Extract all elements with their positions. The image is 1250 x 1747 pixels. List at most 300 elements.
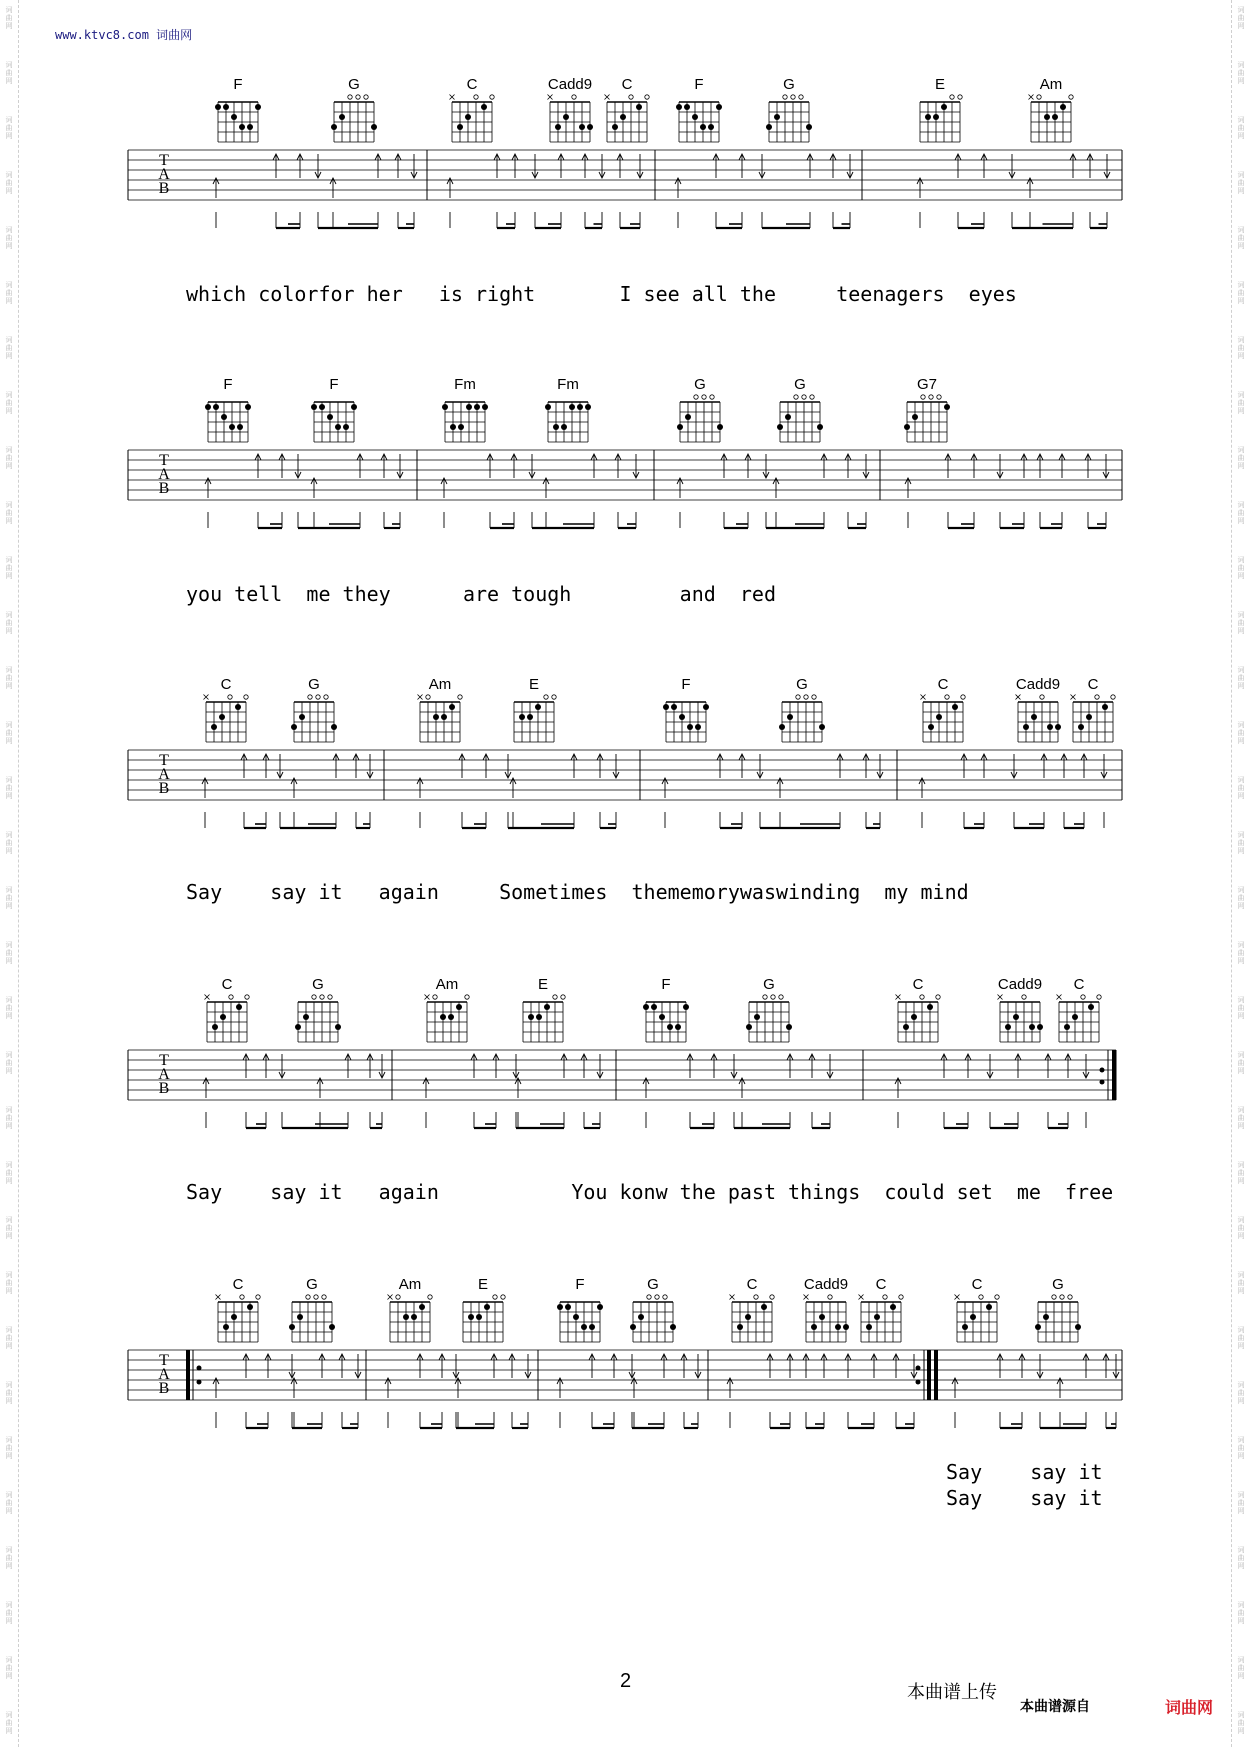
strum-up-arrow xyxy=(1041,754,1047,778)
chord-name: F xyxy=(694,76,704,93)
watermark-mark: 词 曲 网 xyxy=(5,391,13,415)
watermark-mark: 词 曲 网 xyxy=(1237,1051,1245,1075)
strum-up-arrow xyxy=(677,478,683,498)
strum-down-arrow xyxy=(289,1354,295,1378)
strum-up-arrow xyxy=(291,778,297,798)
strum-up-arrow xyxy=(997,1354,1003,1378)
strum-down-arrow xyxy=(911,1354,917,1378)
strum-up-arrow xyxy=(1061,754,1067,778)
strum-down-arrow xyxy=(599,154,605,178)
strum-down-arrow xyxy=(695,1354,701,1378)
strum-up-arrow xyxy=(1045,1054,1051,1078)
chord-diagram xyxy=(514,695,556,742)
chord-diagram xyxy=(311,402,357,442)
strum-up-arrow xyxy=(582,154,588,178)
strum-up-arrow xyxy=(202,778,208,798)
strum-up-arrow xyxy=(357,454,363,478)
tab-clef: B xyxy=(158,1080,170,1097)
chord-name: F xyxy=(681,676,691,693)
chord-diagram xyxy=(904,395,950,442)
strum-up-arrow xyxy=(417,1354,423,1378)
watermark-mark: 词 曲 网 xyxy=(1237,501,1245,525)
watermark-mark: 词 曲 网 xyxy=(1237,1216,1245,1240)
strum-down-arrow xyxy=(513,1054,519,1078)
watermark-mark: 词 曲 网 xyxy=(1237,831,1245,855)
strum-up-arrow xyxy=(353,754,359,778)
tab-staff-svg xyxy=(0,670,1250,970)
tab-staff xyxy=(128,450,1122,500)
strum-up-arrow xyxy=(597,754,603,778)
chord-diagram xyxy=(523,995,565,1042)
strum-up-arrow xyxy=(1021,454,1027,478)
watermark-mark: 词 曲 网 xyxy=(1237,1106,1245,1130)
chord-name: C xyxy=(466,76,478,93)
strum-up-arrow xyxy=(511,454,517,478)
chord-diagram xyxy=(295,995,341,1042)
strum-up-arrow xyxy=(773,478,779,498)
strum-down-arrow xyxy=(411,154,417,178)
chord-name: C xyxy=(937,676,949,693)
strum-up-arrow xyxy=(515,1078,521,1098)
chord-diagram xyxy=(605,95,650,143)
watermark-mark: 词 曲 网 xyxy=(5,1381,13,1405)
strum-up-arrow xyxy=(571,754,577,778)
strum-up-arrow xyxy=(981,754,987,778)
strum-up-arrow xyxy=(1085,454,1091,478)
chord-diagram xyxy=(663,702,709,742)
source-credit: 本曲谱源自 xyxy=(1020,1699,1090,1715)
strum-down-arrow xyxy=(637,154,643,178)
watermark-mark: 词 曲 网 xyxy=(1237,1326,1245,1350)
chord-name: C xyxy=(232,1276,244,1293)
strum-up-arrow xyxy=(739,754,745,778)
watermark-mark: 词 曲 网 xyxy=(5,6,13,30)
tab-clef: T xyxy=(159,752,169,769)
strum-up-arrow xyxy=(871,1354,877,1378)
chord-name: G xyxy=(694,376,706,393)
strum-down-arrow xyxy=(1009,154,1015,178)
strum-up-arrow xyxy=(243,1054,249,1078)
watermark-mark: 词 曲 网 xyxy=(1237,1436,1245,1460)
strum-up-arrow xyxy=(417,778,423,798)
watermark-mark: 词 曲 网 xyxy=(5,831,13,855)
strum-up-arrow xyxy=(615,454,621,478)
strum-up-arrow xyxy=(471,1054,477,1078)
strum-up-arrow xyxy=(512,154,518,178)
strum-down-arrow xyxy=(827,1054,833,1078)
tab-clef: T xyxy=(159,1352,169,1369)
watermark-mark: 词 曲 网 xyxy=(5,721,13,745)
chord-name: Am xyxy=(398,1276,422,1293)
watermark-mark: 词 曲 网 xyxy=(5,1161,13,1185)
chord-name: G xyxy=(763,976,775,993)
chord-diagram xyxy=(557,1302,603,1342)
strum-up-arrow xyxy=(561,1054,567,1078)
chord-diagram xyxy=(1029,95,1074,143)
strum-up-arrow xyxy=(945,454,951,478)
strum-up-arrow xyxy=(1059,454,1065,478)
strum-down-arrow xyxy=(1113,1354,1119,1378)
strum-up-arrow xyxy=(662,778,668,798)
chord-diagram xyxy=(804,1295,850,1343)
strum-up-arrow xyxy=(717,754,723,778)
watermark-mark: 词 曲 网 xyxy=(1237,1711,1245,1735)
strum-up-arrow xyxy=(557,1378,563,1398)
tab-staff-svg xyxy=(0,970,1250,1270)
chord-name: Cadd9 xyxy=(547,76,593,93)
strum-up-arrow xyxy=(971,454,977,478)
strum-down-arrow xyxy=(759,154,765,178)
tab-clef: B xyxy=(158,780,170,797)
watermark-mark: 词 曲 网 xyxy=(5,1546,13,1570)
chord-diagram xyxy=(998,995,1044,1043)
watermark-mark: 词 曲 网 xyxy=(1237,446,1245,470)
strum-up-arrow xyxy=(367,1054,373,1078)
chord-diagram xyxy=(676,102,722,142)
strum-down-arrow xyxy=(367,754,373,778)
strum-up-arrow xyxy=(1087,154,1093,178)
chord-diagram xyxy=(425,995,470,1043)
tab-staff-svg xyxy=(0,1270,1250,1570)
chord-name: C xyxy=(621,76,633,93)
strum-down-arrow xyxy=(505,754,511,778)
strum-up-arrow xyxy=(803,1354,809,1378)
strum-up-arrow xyxy=(777,778,783,798)
tab-clef: B xyxy=(158,1380,170,1397)
watermark-mark: 词 曲 网 xyxy=(1237,611,1245,635)
strum-up-arrow xyxy=(617,154,623,178)
chord-diagram xyxy=(746,995,792,1042)
strum-down-arrow xyxy=(277,754,283,778)
strum-up-arrow xyxy=(441,478,447,498)
strum-up-arrow xyxy=(455,1378,461,1398)
strum-down-arrow xyxy=(847,154,853,178)
strum-up-arrow xyxy=(739,154,745,178)
strum-up-arrow xyxy=(721,454,727,478)
watermark-mark: 词 曲 网 xyxy=(1237,1546,1245,1570)
watermark-mark: 词 曲 网 xyxy=(5,1216,13,1240)
lyric-line: which colorfor her is right I see all the teenagers eyes xyxy=(186,282,1017,306)
chord-name: C xyxy=(875,1276,887,1293)
strum-up-arrow xyxy=(893,1354,899,1378)
watermark-mark: 词 曲 网 xyxy=(1237,281,1245,305)
watermark-mark: 词 曲 网 xyxy=(1237,336,1245,360)
chord-name: E xyxy=(537,976,549,993)
strum-down-arrow xyxy=(613,754,619,778)
tab-clef: T xyxy=(159,452,169,469)
chord-name: G xyxy=(783,76,795,93)
chord-name: G xyxy=(796,676,808,693)
strum-up-arrow xyxy=(687,1054,693,1078)
strum-down-arrow xyxy=(532,154,538,178)
chord-name: Cadd9 xyxy=(1015,676,1061,693)
tab-clef: A xyxy=(158,1366,170,1383)
tab-clef: T xyxy=(159,1052,169,1069)
strum-down-arrow xyxy=(453,1354,459,1378)
strum-up-arrow xyxy=(311,478,317,498)
strum-up-arrow xyxy=(821,1354,827,1378)
strum-up-arrow xyxy=(1015,1054,1021,1078)
watermark-mark: 词 曲 网 xyxy=(1237,6,1245,30)
strum-up-arrow xyxy=(345,1054,351,1078)
strum-up-arrow xyxy=(243,1354,249,1378)
strum-up-arrow xyxy=(241,754,247,778)
strum-down-arrow xyxy=(757,754,763,778)
chord-diagram xyxy=(289,1295,335,1342)
watermark-mark: 词 曲 网 xyxy=(1237,61,1245,85)
strum-up-arrow xyxy=(961,754,967,778)
watermark-mark: 词 曲 网 xyxy=(5,886,13,910)
strum-up-arrow xyxy=(510,778,516,798)
chord-name: E xyxy=(477,1276,489,1293)
chord-name: G xyxy=(306,1276,318,1293)
chord-name: C xyxy=(1087,676,1099,693)
watermark-mark: 词 曲 网 xyxy=(1237,391,1245,415)
watermark-mark: 词 曲 网 xyxy=(1237,556,1245,580)
strum-down-arrow xyxy=(1083,1054,1089,1078)
tab-clef: A xyxy=(158,166,170,183)
chord-diagram xyxy=(205,402,251,442)
strum-down-arrow xyxy=(525,1354,531,1378)
strum-up-arrow xyxy=(713,154,719,178)
watermark-mark: 词 曲 网 xyxy=(1237,1656,1245,1680)
strum-up-arrow xyxy=(919,778,925,798)
strum-up-arrow xyxy=(491,1354,497,1378)
strum-up-arrow xyxy=(845,1354,851,1378)
lyric-line: you tell me they are tough and red xyxy=(186,582,777,606)
chord-diagram xyxy=(388,1295,433,1343)
chord-diagram xyxy=(896,995,941,1043)
strum-up-arrow xyxy=(981,154,987,178)
strum-up-arrow xyxy=(439,1354,445,1378)
tab-staff xyxy=(128,750,1122,800)
strum-down-arrow xyxy=(279,1054,285,1078)
strum-down-arrow xyxy=(1104,154,1110,178)
chord-diagram xyxy=(545,402,591,442)
lyric-line: Say say it xyxy=(946,1460,1103,1484)
chord-diagram xyxy=(630,1295,676,1342)
strum-up-arrow xyxy=(291,1378,297,1398)
watermark-mark: 词 曲 网 xyxy=(5,1271,13,1295)
tab-staff xyxy=(128,150,1122,200)
strum-up-arrow xyxy=(1037,454,1043,478)
chord-diagram xyxy=(442,402,488,442)
strum-up-arrow xyxy=(1065,1054,1071,1078)
tab-clef: B xyxy=(158,180,170,197)
chord-name: G7 xyxy=(916,376,938,393)
strum-up-arrow xyxy=(711,1054,717,1078)
watermark-mark: 词 曲 网 xyxy=(1237,941,1245,965)
strum-down-arrow xyxy=(987,1054,993,1078)
strum-down-arrow xyxy=(1103,454,1109,478)
strum-up-arrow xyxy=(494,154,500,178)
lyric-line: Say say it xyxy=(946,1486,1103,1510)
watermark-mark: 词 曲 网 xyxy=(1237,886,1245,910)
watermark-mark: 词 曲 网 xyxy=(1237,776,1245,800)
chord-diagram xyxy=(921,695,966,743)
strum-up-arrow xyxy=(375,154,381,178)
strum-up-arrow xyxy=(279,454,285,478)
chord-name: C xyxy=(971,1276,983,1293)
strum-up-arrow xyxy=(385,1378,391,1398)
strum-down-arrow xyxy=(355,1354,361,1378)
chord-diagram xyxy=(331,95,377,142)
watermark-mark: 词 曲 网 xyxy=(5,776,13,800)
watermark-mark: 词 曲 网 xyxy=(1237,116,1245,140)
watermark-mark: 词 曲 网 xyxy=(1237,226,1245,250)
chord-name: E xyxy=(528,676,540,693)
chord-name: Am xyxy=(428,676,452,693)
watermark-mark: 词 曲 网 xyxy=(5,1326,13,1350)
chord-diagram xyxy=(450,95,495,143)
strum-up-arrow xyxy=(745,454,751,478)
chord-name: C xyxy=(220,676,232,693)
watermark-mark: 词 曲 网 xyxy=(5,1436,13,1460)
strum-up-arrow xyxy=(787,1354,793,1378)
strum-down-arrow xyxy=(877,754,883,778)
watermark-mark: 词 曲 网 xyxy=(1237,996,1245,1020)
strum-down-arrow xyxy=(633,454,639,478)
chord-diagram xyxy=(677,395,723,442)
strum-up-arrow xyxy=(845,454,851,478)
watermark-mark: 词 曲 网 xyxy=(5,1656,13,1680)
watermark-mark: 词 曲 网 xyxy=(5,281,13,305)
strum-up-arrow xyxy=(263,754,269,778)
chord-name: F xyxy=(233,76,243,93)
chord-name: Am xyxy=(435,976,459,993)
chord-diagram xyxy=(291,695,337,742)
watermark-mark: 词 曲 网 xyxy=(5,116,13,140)
strum-up-arrow xyxy=(395,154,401,178)
watermark-mark: 词 曲 网 xyxy=(5,501,13,525)
watermark-mark: 词 曲 网 xyxy=(5,226,13,250)
chord-diagram xyxy=(766,95,812,142)
chord-name: G xyxy=(794,376,806,393)
chord-name: G xyxy=(312,976,324,993)
strum-up-arrow xyxy=(611,1354,617,1378)
strum-up-arrow xyxy=(581,1054,587,1078)
strum-up-arrow xyxy=(333,754,339,778)
strum-down-arrow xyxy=(763,454,769,478)
chord-name: Am xyxy=(1039,76,1063,93)
strum-up-arrow xyxy=(330,178,336,198)
lyric-line: Say say it again Sometimes thememorywaswinding my mind xyxy=(186,880,969,904)
site-url[interactable]: www.ktvc8.com 词曲网 xyxy=(55,28,193,42)
strum-down-arrow xyxy=(1011,754,1017,778)
chord-name: Cadd9 xyxy=(997,976,1043,993)
strum-up-arrow xyxy=(787,1054,793,1078)
chord-diagram xyxy=(1071,695,1116,743)
strum-up-arrow xyxy=(255,454,261,478)
watermark-mark: 词 曲 网 xyxy=(5,556,13,580)
strum-up-arrow xyxy=(339,1354,345,1378)
tab-staff-svg xyxy=(0,370,1250,670)
strum-up-arrow xyxy=(493,1054,499,1078)
chord-name: G xyxy=(348,76,360,93)
chord-diagram xyxy=(730,1295,775,1343)
chord-diagram xyxy=(1035,1295,1081,1342)
strum-up-arrow xyxy=(952,1378,958,1398)
chord-diagram xyxy=(418,695,463,743)
strum-up-arrow xyxy=(1081,754,1087,778)
strum-down-arrow xyxy=(1101,754,1107,778)
chord-diagram xyxy=(920,95,962,142)
chord-name: Cadd9 xyxy=(803,1276,849,1293)
watermark-mark: 词 曲 网 xyxy=(1237,1271,1245,1295)
strum-down-arrow xyxy=(731,1054,737,1078)
strum-up-arrow xyxy=(661,1354,667,1378)
strum-up-arrow xyxy=(1019,1354,1025,1378)
watermark-mark: 词 曲 网 xyxy=(1237,1161,1245,1185)
strum-up-arrow xyxy=(675,178,681,198)
strum-up-arrow xyxy=(807,154,813,178)
chord-diagram xyxy=(1016,695,1062,743)
chord-name: G xyxy=(647,1276,659,1293)
strum-up-arrow xyxy=(459,754,465,778)
strum-up-arrow xyxy=(837,754,843,778)
strum-down-arrow xyxy=(295,454,301,478)
strum-up-arrow xyxy=(213,178,219,198)
watermark-mark: 词 曲 网 xyxy=(5,1051,13,1075)
chord-diagram xyxy=(779,695,825,742)
strum-down-arrow xyxy=(997,454,1003,478)
chord-name: C xyxy=(746,1276,758,1293)
chord-diagram xyxy=(859,1295,904,1343)
strum-up-arrow xyxy=(1057,1378,1063,1398)
watermark-mark: 词 曲 网 xyxy=(5,1711,13,1735)
tab-clef: T xyxy=(159,152,169,169)
chord-name: F xyxy=(661,976,671,993)
watermark-mark: 词 曲 网 xyxy=(1237,1381,1245,1405)
chord-name: C xyxy=(912,976,924,993)
strum-down-arrow xyxy=(1037,1354,1043,1378)
brand-logo[interactable]: 词曲网 xyxy=(1165,1698,1214,1717)
watermark-mark: 词 曲 网 xyxy=(5,446,13,470)
chord-diagram xyxy=(955,1295,1000,1343)
chord-diagram xyxy=(215,102,261,142)
strum-up-arrow xyxy=(955,154,961,178)
watermark-mark: 词 曲 网 xyxy=(1237,666,1245,690)
page-number: 2 xyxy=(620,1670,632,1692)
strum-up-arrow xyxy=(297,154,303,178)
chord-diagram xyxy=(1057,995,1102,1043)
strum-up-arrow xyxy=(263,1054,269,1078)
strum-up-arrow xyxy=(591,454,597,478)
strum-up-arrow xyxy=(1070,154,1076,178)
strum-down-arrow xyxy=(629,1354,635,1378)
strum-up-arrow xyxy=(273,154,279,178)
strum-up-arrow xyxy=(1103,1354,1109,1378)
strum-up-arrow xyxy=(739,1078,745,1098)
chord-diagram xyxy=(216,1295,261,1343)
strum-up-arrow xyxy=(589,1354,595,1378)
strum-down-arrow xyxy=(379,1054,385,1078)
lyric-line: Say say it again You konw the past things could set me free xyxy=(186,1180,1114,1204)
watermark-mark: 词 曲 网 xyxy=(5,171,13,195)
strum-up-arrow xyxy=(863,754,869,778)
strum-up-arrow xyxy=(917,178,923,198)
chord-diagram xyxy=(643,1002,689,1042)
strum-up-arrow xyxy=(905,478,911,498)
strum-up-arrow xyxy=(543,478,549,498)
strum-up-arrow xyxy=(319,1354,325,1378)
watermark-mark: 词 曲 网 xyxy=(5,611,13,635)
strum-up-arrow xyxy=(213,1378,219,1398)
watermark-mark: 词 曲 网 xyxy=(5,666,13,690)
watermark-mark: 词 曲 网 xyxy=(1237,1601,1245,1625)
strum-up-arrow xyxy=(423,1078,429,1098)
strum-up-arrow xyxy=(317,1078,323,1098)
